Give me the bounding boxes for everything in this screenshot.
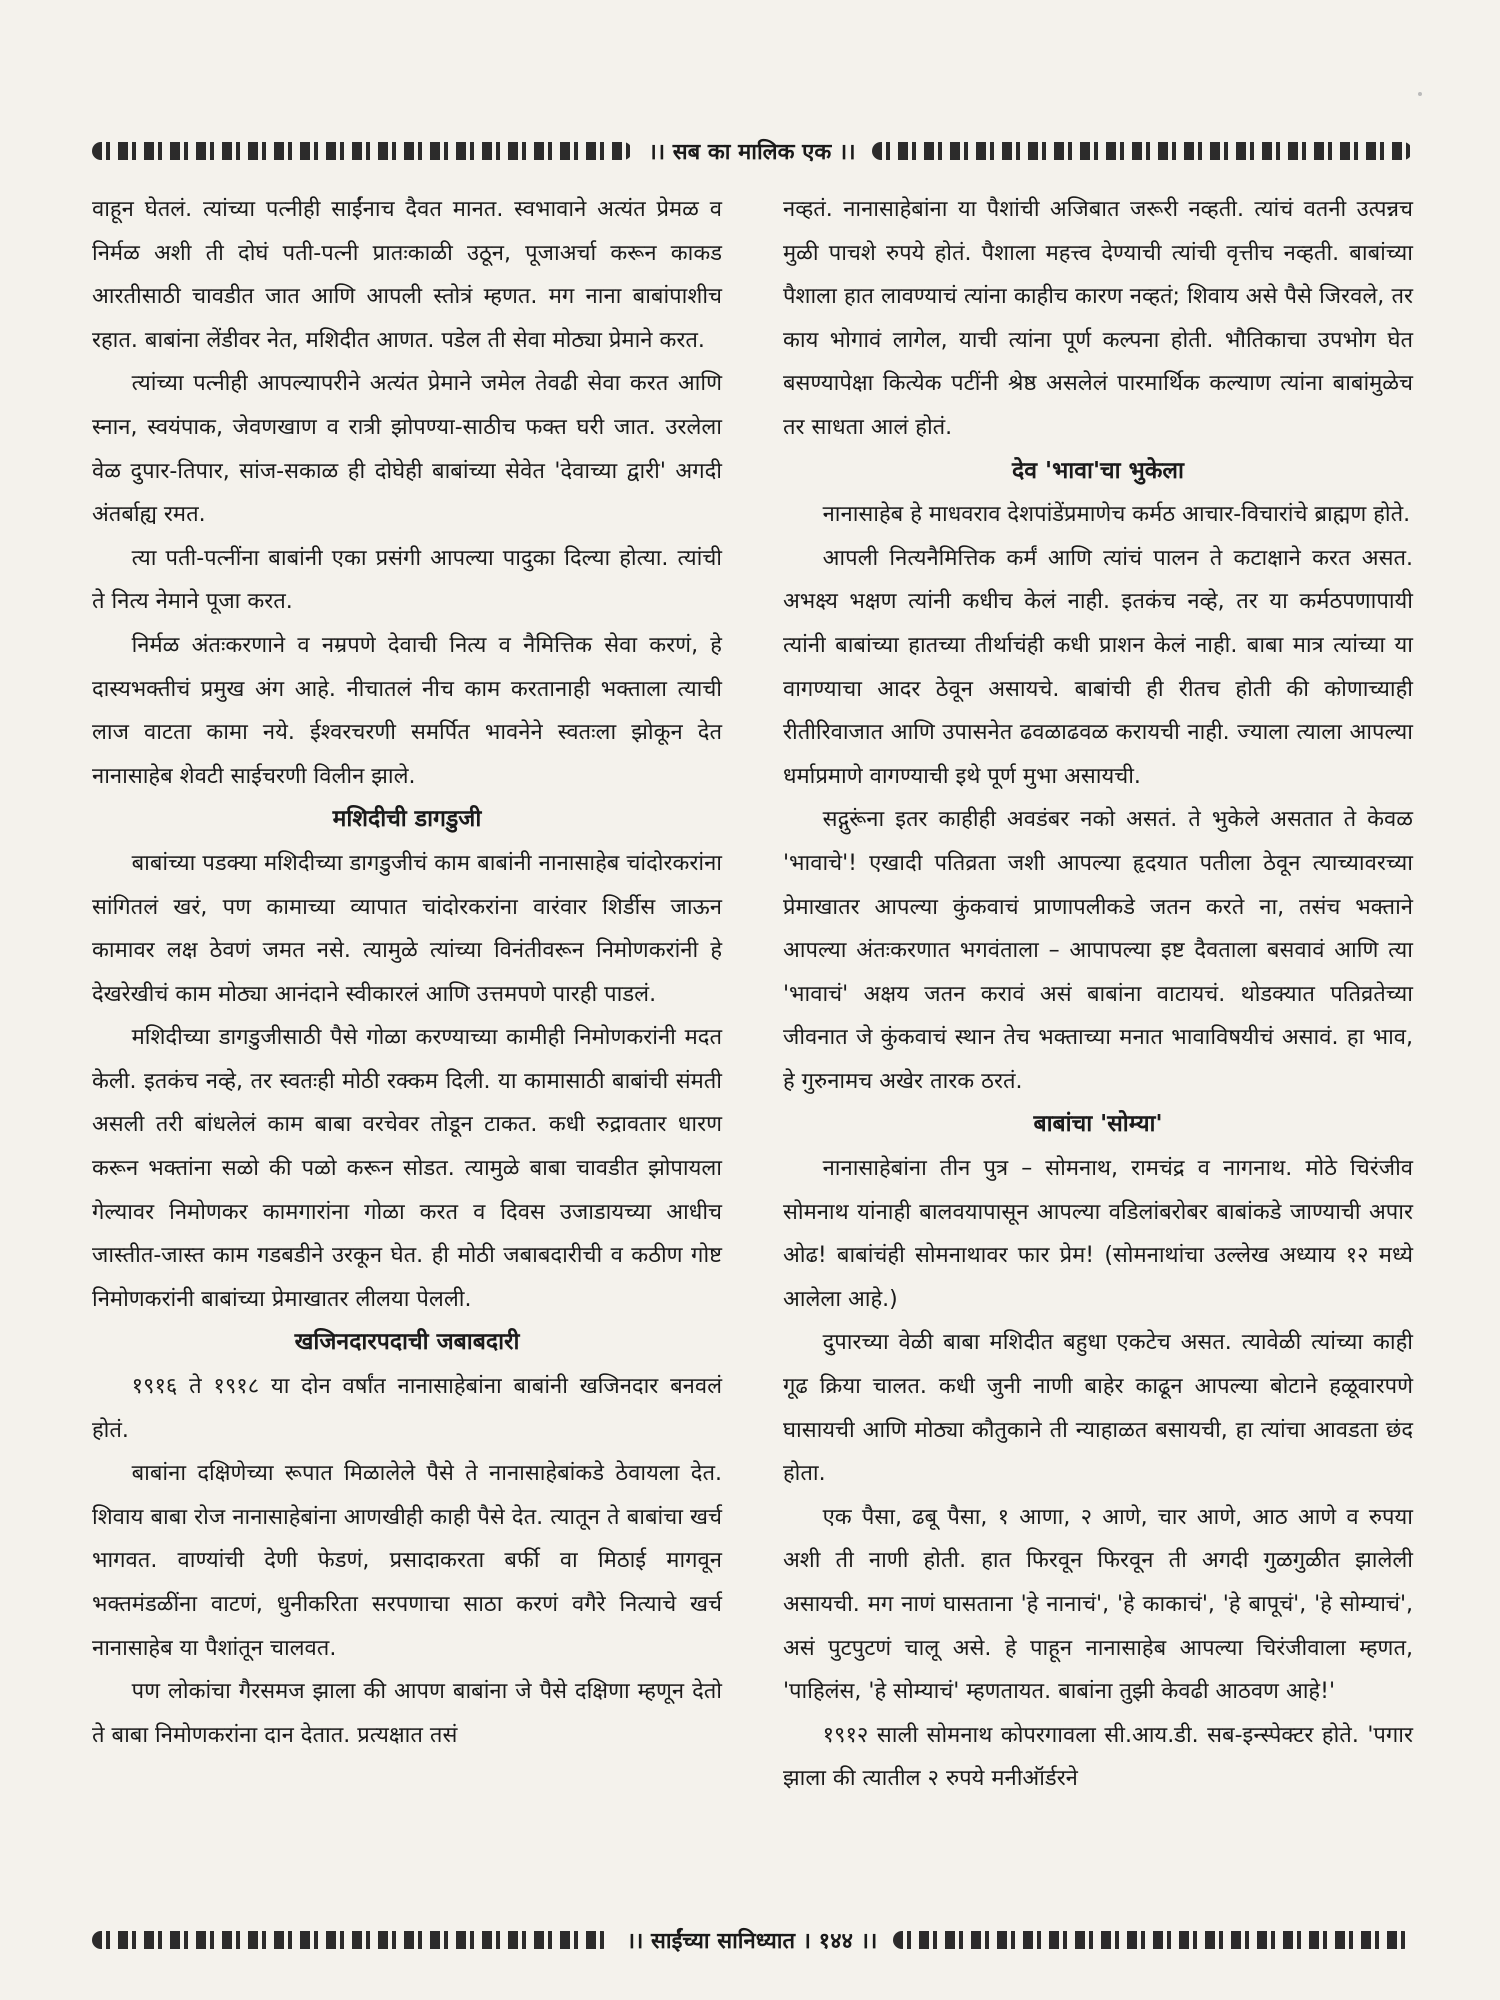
paragraph: नानासाहेबांना तीन पुत्र – सोमनाथ, रामचंद्र व नागनाथ. मोठे चिरंजीव सोमनाथ यांनाही बालवयापासून आपल्या वडिलांबरोबर बाबांकडे जाण्याची अपार ओढ! बाबांचंही सोमनाथावर फार प्रेम! (सोमनाथांचा उल्लेख अध्याय १२ मध्ये आलेला आहे.) — [783, 1156, 1413, 1312]
page-header — [92, 136, 1412, 166]
paragraph: दुपारच्या वेळी बाबा मशिदीत बहुधा एकटेच असत. त्यावेळी त्यांच्या काही गूढ क्रिया चालत. कधी जुनी नाणी बाहेर काढून आपल्या बोटाने हळूवारपणे घासायची आणि मोठ्या कौतुकाने ती न्याहाळत बसायची, हा त्यांचा आवडता छंद होता. — [783, 1330, 1413, 1487]
paragraph: मशिदीच्या डागडुजीसाठी पैसे गोळा करण्याच्या कामीही निमोणकरांनी मदत केली. इतकंच नव्हे, तर स्वतःही मोठी रक्कम दिली. या कामासाठी बाबांची संमती असली तरी बांधलेलं काम बाबा वरचेवर तोडून टाकत. कधी रुद्रावतार धारण करून भक्तांना सळो की पळो करून सोडत. त्यामुळे बाबा चावडीत झोपायला गेल्यावर निमोणकर कामगारांना गोळा करत व दिवस उजाडायच्या आधीच जास्तीत-जास्त काम गडबडीने उरकून घेत. ही मोठी जबाबदारीची व कठीण गोष्ट निमोणकरांनी बाबांच्या प्रेमाखातर लीलया पेलली. — [92, 1025, 722, 1312]
paragraph: त्या पती-पत्नींना बाबांनी एका प्रसंगी आपल्या पादुका दिल्या होत्या. त्यांची ते नित्य नेमाने पूजा करत. — [92, 545, 722, 615]
paragraph: एक पैसा, ढबू पैसा, १ आणा, २ आणे, चार आणे, आठ आणे व रुपया अशी ती नाणी होती. हात फिरवून फिरवून ती अगदी गुळगुळीत झालेली असायची. मग नाणं घासताना 'हे नानाचं', 'हे काकाचं', 'हे बापूचं', 'हे सोम्याचं', असं पुटपुटणं चालू असे. हे पाहून नानासाहेब आपल्या चिरंजीवाला म्हणत, 'पाहिलंस, 'हे सोम्याचं' म्हणतायत. बाबांना तुझी केवढी आठवण आहे!' — [783, 1504, 1413, 1705]
paragraph: नानासाहेब हे माधवराव देशपांडेंप्रमाणेच कर्मठ आचार-विचारांचे ब्राह्मण होते. — [822, 502, 1411, 528]
paragraph: निर्मळ अंतःकरणाने व नम्रपणे देवाची नित्य व नैमित्तिक सेवा करणं, हे दास्यभक्तीचं प्रमुख अंग आहे. नीचातलं नीच काम करतानाही भक्ताला त्याची लाज वाटता कामा नये. ईश्वरचरणी समर्पित भावनेने स्वतःला झोकून देत नानासाहेब शेवटी साईचरणी विलीन झाले. — [92, 632, 722, 789]
left-column — [92, 188, 722, 1757]
footer-page-label: ।। साईंच्या सानिध्यात । १४४ ।। — [626, 1929, 878, 1954]
header-title: ।। सब का मालिक एक ।। — [648, 140, 856, 165]
paragraph: आपली नित्यनैमित्तिक कर्मं आणि त्यांचं पालन ते कटाक्षाने करत असत. अभक्ष्य भक्षण त्यांनी कधीच केलं नाही. इतकंच नव्हे, तर या कर्मठपणापायी त्यांनी बाबांच्या हातच्या तीर्थाचंही कधी प्राशन केलं नाही. बाबा मात्र त्यांच्या या वागण्याचा आदर ठेवून असायचे. बाबांची ही रीतच होती की कोणाच्याही रीतीरिवाजात आणि उपासनेत ढवळाढवळ करायची नाही. ज्याला त्याला आपल्या धर्माप्रमाणे वागण्याची इथे पूर्ण मुभा असायची. — [783, 545, 1413, 789]
section-heading: मशिदीची डागडुजी — [332, 806, 482, 833]
paragraph: नव्हतं. नानासाहेबांना या पैशांची अजिबात जरूरी नव्हती. त्यांचं वतनी उत्पन्नच मुळी पाचशे रुपये होतं. पैशाला महत्त्व देण्याची त्यांची वृत्तीच नव्हती. बाबांच्या पैशाला हात लावण्याचं त्यांना काहीच कारण नव्हतं; शिवाय असे पैसे जिरवले, तर काय भोगावं लागेल, याची त्यांना पूर्ण कल्पना होती. भौतिकाचा उपभोग घेत बसण्यापेक्षा कित्येक पटींनी श्रेष्ठ असलेलं पारमार्थिक कल्याण त्यांना बाबांमुळेच तर साधता आलं होतं. — [783, 197, 1413, 440]
section-heading: बाबांचा 'सोम्या' — [1033, 1111, 1163, 1138]
right-column — [783, 188, 1413, 1801]
paragraph: वाहून घेतलं. त्यांच्या पत्नीही साईंनाच दैवत मानत. स्वभावाने अत्यंत प्रेमळ व निर्मळ अशी ती दोघं पती-पत्नी प्रातःकाळी उठून, पूजाअर्चा करून काकड आरतीसाठी चावडीत जात आणि आपली स्तोत्रं म्हणत. मग नाना बाबांपाशीच रहात. बाबांना लेंडीवर नेत, मशिदीत आणत. पडेल ती सेवा मोठ्या प्रेमाने करत. — [92, 197, 722, 353]
ornament-border-left — [92, 1931, 611, 1949]
section-heading: देव 'भावा'चा भुकेला — [1012, 457, 1184, 484]
ornament-border-left — [92, 142, 632, 160]
paragraph: १९१६ ते १९१८ या दोन वर्षांत नानासाहेबांना बाबांनी खजिनदार बनवलं होतं. — [92, 1374, 722, 1443]
paragraph: पण लोकांचा गैरसमज झाला की आपण बाबांना जे पैसे दक्षिणा म्हणून देतो ते बाबा निमोणकरांना दान देतात. प्रत्यक्षात तसं — [92, 1679, 722, 1748]
page-footer — [92, 1925, 1412, 1955]
paragraph: १९१२ साली सोमनाथ कोपरगावला सी.आय.डी. सब-इन्स्पेक्टर होते. 'पगार झाला की त्यातील २ रुपये मनीऑर्डरने — [783, 1722, 1413, 1792]
paragraph: बाबांना दक्षिणेच्या रूपात मिळालेले पैसे ते नानासाहेबांकडे ठेवायला देत. शिवाय बाबा रोज नानासाहेबांना आणखीही काही पैसे देत. त्यातून ते बाबांचा खर्च भागवत. वाण्यांची देणी फेडणं, प्रसादाकरता बर्फी वा मिठाई मागवून भक्तमंडळींना वाटणं, धुनीकरिता सरपणाचा साठा करणं वगैरे नित्याचे खर्च नानासाहेब या पैशांतून चालवत. — [92, 1461, 722, 1661]
ornament-border-right — [872, 142, 1412, 160]
section-heading: खजिनदारपदाची जबाबदारी — [294, 1329, 520, 1356]
paragraph: बाबांच्या पडक्या मशिदीच्या डागडुजीचं काम बाबांनी नानासाहेब चांदोरकरांना सांगितलं खरं, पण कामाच्या व्यापात चांदोरकरांना वारंवार शिर्डीस जाऊन कामावर लक्ष ठेवणं जमत नसे. त्यामुळे त्यांच्या विनंतीवरून निमोणकरांनी हे देखरेखीचं काम मोठ्या आनंदाने स्वीकारलं आणि उत्तमपणे पारही पाडलं. — [92, 850, 722, 1007]
paragraph: त्यांच्या पत्नीही आपल्यापरीने अत्यंत प्रेमाने जमेल तेवढी सेवा करत आणि स्नान, स्वयंपाक, जेवणखाण व रात्री झोपण्या-साठीच फक्त घरी जात. उरलेला वेळ दुपार-तिपार, सांज-सकाळ ही दोघेही बाबांच्या सेवेत 'देवाच्या द्वारी' अगदी अंतर्बाह्य रमत. — [92, 371, 722, 528]
ornament-border-right — [893, 1931, 1412, 1949]
page-speck — [1418, 92, 1422, 96]
paragraph: सद्गुरूंना इतर काहीही अवडंबर नको असतं. ते भुकेले असतात ते केवळ 'भावाचे'! एखादी पतिव्रता जशी आपल्या हृदयात पतीला ठेवून त्याच्यावरच्या प्रेमाखातर आपल्या कुंकवाचं प्राणापलीकडे जतन करते ना, तसंच भक्ताने आपल्या अंतःकरणात भगवंताला – आपापल्या इष्ट दैवताला बसवावं आणि त्या 'भावाचं' अक्षय जतन करावं असं बाबांना वाटायचं. थोडक्यात पतिव्रतेच्या जीवनात जे कुंकवाचं स्थान तेच भक्ताच्या मनात भावाविषयीचं असावं. हा भाव, हे गुरुनामच अखेर तारक ठरतं. — [783, 807, 1413, 1094]
